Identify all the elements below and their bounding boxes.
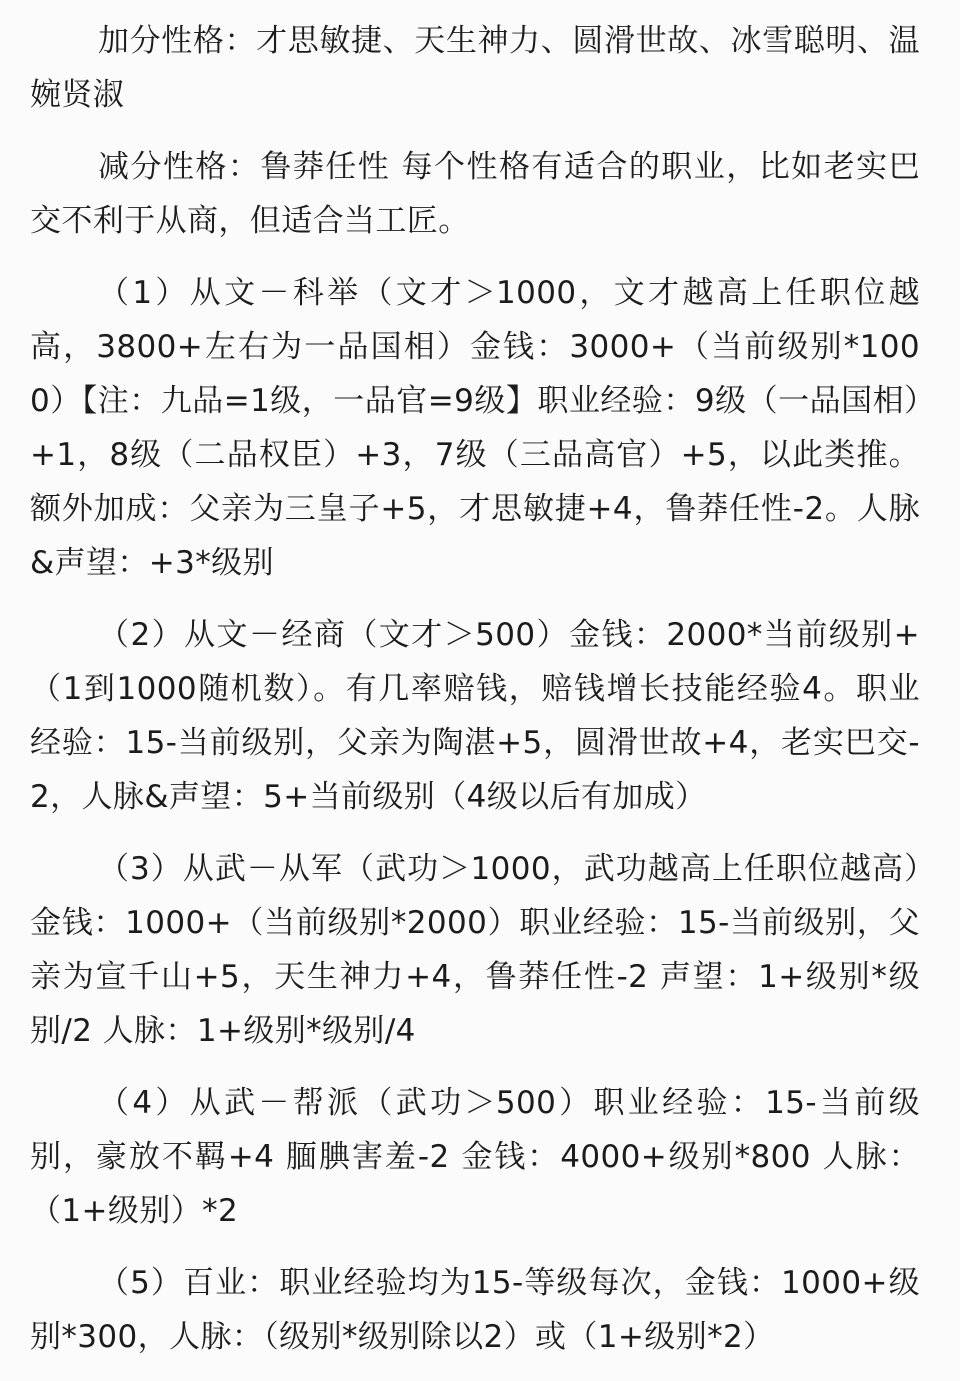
career-trades-paragraph: （5）百业：职业经验均为15-等级每次，金钱：1000+级别*300，人脉：（级别*级别除以2）或（1+级别*2） [30,1265,920,1355]
career-exam-paragraph: （1）从文－科举（文才＞1000，文才越高上任职位越高，3800+左右为一品国相）金钱：3000+（当前级别*1000）【注：九品=1级，一品官=9级】职业经验：9级（一品国相）+1，8级（二品权臣）+3，7级（三品高官）+5，以此类推。额外加成：父亲为三皇子+5，才思敏捷+4，鲁莽任性-2。人脉&声望：+3*级别 [30,275,920,581]
career-merchant-paragraph: （2）从文－经商（文才＞500）金钱：2000*当前级别+（1到1000随机数）。有几率赔钱，赔钱增长技能经验4。职业经验：15-当前级别，父亲为陶湛+5，圆滑世故+4，老实巴交-2，人脉&声望：5+当前级别（4级以后有加成） [30,617,920,815]
career-military-paragraph: （3）从武－从军（武功＞1000，武功越高上任职位越高）金钱：1000+（当前级别*2000）职业经验：15-当前级别，父亲为宣千山+5，天生神力+4，鲁莽任性-2 声望：1+级别*级别/2 人脉：1+级别*级别/4 [30,851,920,1049]
career-gang-paragraph: （4）从武－帮派（武功＞500）职业经验：15-当前级别，豪放不羁+4 腼腆害羞-2 金钱：4000+级别*800 人脉：（1+级别）*2 [30,1085,920,1229]
penalty-traits-paragraph: 减分性格：鲁莽任性 每个性格有适合的职业，比如老实巴交不利于从商，但适合当工匠。 [30,149,920,239]
bonus-traits-paragraph: 加分性格：才思敏捷、天生神力、圆滑世故、冰雪聪明、温婉贤淑 [30,23,920,113]
